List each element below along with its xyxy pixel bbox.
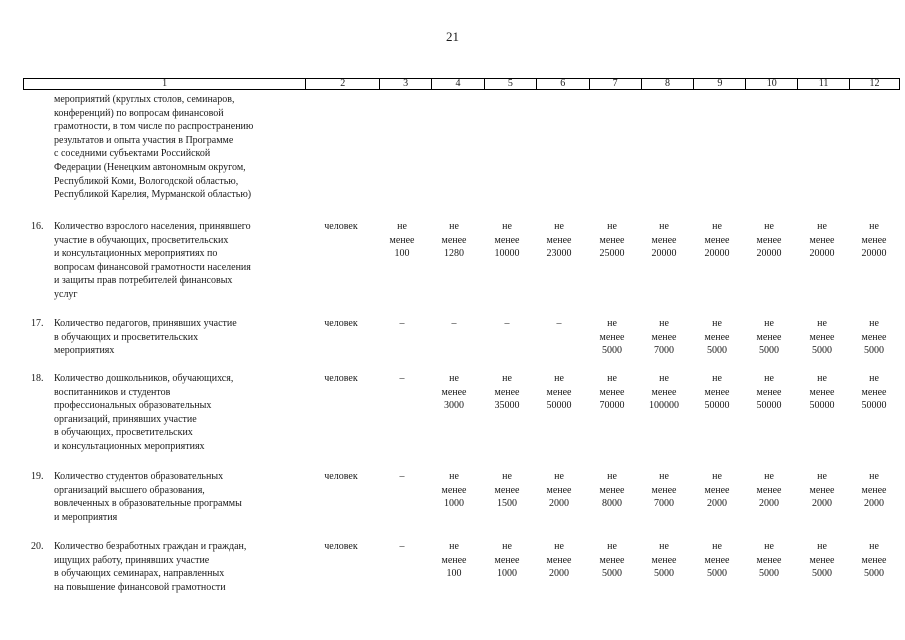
value-cell: не менее 20000 bbox=[861, 221, 887, 260]
value-cell: не менее 50000 bbox=[756, 373, 782, 412]
table-header-row bbox=[23, 78, 900, 90]
value-cell: не менее 7000 bbox=[651, 471, 677, 510]
value-cell: не менее 100000 bbox=[649, 373, 679, 412]
header-cell-7: 7 bbox=[589, 79, 641, 89]
value-cell: не менее 100 bbox=[389, 221, 415, 260]
indicator-name: Количество безработных граждан и граждан, ищущих работу, принявших участие в обучающих семинарах, направленных на повышение финансовой грамотности bbox=[54, 541, 247, 593]
row-number: 18. bbox=[31, 373, 44, 384]
value-cell: не менее 3000 bbox=[441, 373, 467, 412]
value-cell: не менее 2000 bbox=[861, 471, 887, 510]
value-cell: не менее 2000 bbox=[546, 541, 572, 580]
value-cell: не менее 20000 bbox=[704, 221, 730, 260]
value-cell: – bbox=[399, 541, 405, 552]
value-cell: – bbox=[504, 318, 510, 329]
value-cell: – bbox=[399, 318, 405, 329]
value-cell: не менее 5000 bbox=[599, 318, 625, 357]
header-cell-2: 2 bbox=[305, 79, 379, 89]
value-cell: не менее 1000 bbox=[494, 541, 520, 580]
row-number: 20. bbox=[31, 541, 44, 552]
indicator-name: Количество взрослого населения, принявшего участие в обучающих, просветительских и консультационных мероприятиях по вопросам финансовой грамотности населения и защиты прав потребителей финансовых услуг bbox=[54, 221, 251, 300]
value-cell: не менее 5000 bbox=[704, 541, 730, 580]
header-cell-8: 8 bbox=[641, 79, 694, 89]
value-cell: не менее 100 bbox=[441, 541, 467, 580]
header-cell-3: 3 bbox=[379, 79, 431, 89]
value-cell: не менее 7000 bbox=[651, 318, 677, 357]
value-cell: не менее 5000 bbox=[861, 541, 887, 580]
indicator-name: Количество студентов образовательных организаций высшего образования, вовлеченных в образовательные программы и мероприятия bbox=[54, 471, 242, 523]
page-number: 21 bbox=[446, 29, 459, 44]
value-cell: – bbox=[399, 471, 405, 482]
value-cell: – bbox=[399, 373, 405, 384]
value-cell: не менее 1000 bbox=[441, 471, 467, 510]
value-cell: не менее 50000 bbox=[704, 373, 730, 412]
value-cell: не менее 2000 bbox=[546, 471, 572, 510]
value-cell: не менее 5000 bbox=[599, 541, 625, 580]
row-number: 19. bbox=[31, 471, 44, 482]
value-cell: не менее 23000 bbox=[546, 221, 572, 260]
value-cell: не менее 2000 bbox=[756, 471, 782, 510]
value-cell: не менее 70000 bbox=[599, 373, 625, 412]
value-cell: не менее 50000 bbox=[546, 373, 572, 412]
header-cell-5: 5 bbox=[484, 79, 536, 89]
value-cell: не менее 5000 bbox=[809, 541, 835, 580]
header-cell-1: 1 bbox=[162, 78, 168, 89]
row-number: 17. bbox=[31, 318, 44, 329]
value-cell: не менее 50000 bbox=[809, 373, 835, 412]
value-cell: не менее 5000 bbox=[651, 541, 677, 580]
value-cell: – bbox=[556, 318, 562, 329]
value-cell: не менее 1280 bbox=[441, 221, 467, 260]
unit-cell: человек bbox=[324, 221, 358, 232]
value-cell: не менее 5000 bbox=[861, 318, 887, 357]
indicator-name: Количество дошкольников, обучающихся, воспитанников и студентов профессиональных образовательных организаций, принявших участие в обучающих, просветительских и консультационных мероприятиях bbox=[54, 373, 234, 452]
row-number: 16. bbox=[31, 221, 44, 232]
value-cell: не менее 2000 bbox=[809, 471, 835, 510]
header-cell-11: 11 bbox=[797, 79, 849, 89]
value-cell: не менее 10000 bbox=[494, 221, 520, 260]
header-cell-6: 6 bbox=[536, 79, 589, 89]
value-cell: не менее 5000 bbox=[756, 541, 782, 580]
header-cell-9: 9 bbox=[693, 79, 745, 89]
unit-cell: человек bbox=[324, 541, 358, 552]
value-cell: не менее 5000 bbox=[704, 318, 730, 357]
value-cell: – bbox=[451, 318, 457, 329]
value-cell: не менее 20000 bbox=[651, 221, 677, 260]
header-cell-12: 12 bbox=[849, 79, 899, 89]
value-cell: не менее 2000 bbox=[704, 471, 730, 510]
header-cell-4: 4 bbox=[431, 79, 484, 89]
value-cell: не менее 1500 bbox=[494, 471, 520, 510]
unit-cell: человек bbox=[324, 318, 358, 329]
value-cell: не менее 20000 bbox=[809, 221, 835, 260]
value-cell: не менее 20000 bbox=[756, 221, 782, 260]
indicator-name: Количество педагогов, принявших участие в обучающих и просветительских мероприятиях bbox=[54, 318, 237, 357]
value-cell: не менее 50000 bbox=[861, 373, 887, 412]
unit-cell: человек bbox=[324, 373, 358, 384]
value-cell: не менее 35000 bbox=[494, 373, 520, 412]
value-cell: не менее 25000 bbox=[599, 221, 625, 260]
indicator-name: мероприятий (круглых столов, семинаров, конференций) по вопросам финансовой грамотности, в том числе по распространению результатов и опыта участия в Программе с соседними субъектами Российской Федерации (Ненецким автономным округом, Республикой Коми, Вологодской областью, Республикой Карелия, Мурманской областью) bbox=[54, 94, 254, 201]
unit-cell: человек bbox=[324, 471, 358, 482]
value-cell: не менее 5000 bbox=[756, 318, 782, 357]
header-cell-10: 10 bbox=[745, 79, 797, 89]
value-cell: не менее 8000 bbox=[599, 471, 625, 510]
value-cell: не менее 5000 bbox=[809, 318, 835, 357]
